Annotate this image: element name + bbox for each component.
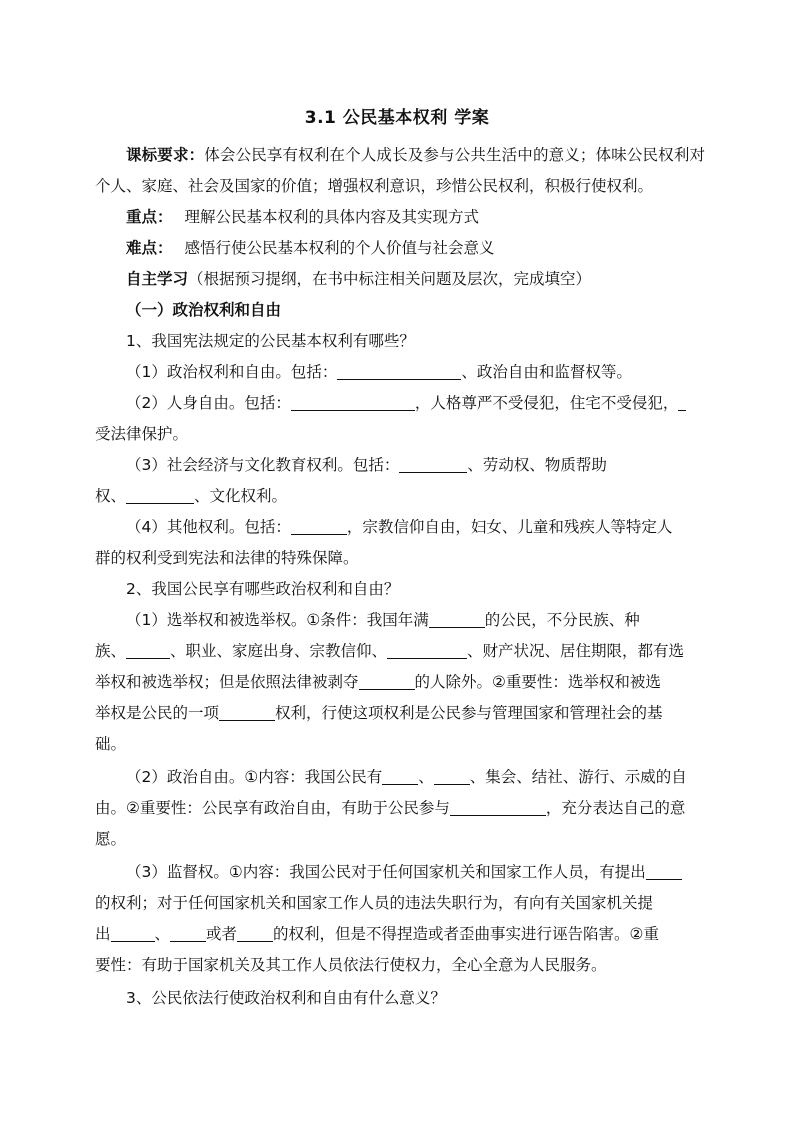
- q2-item-1-line-3: [95, 667, 705, 698]
- self-study-label: 自主学习: [126, 270, 189, 288]
- q2-item-2-text-a: （2）政治自由。①内容：我国公民有: [126, 768, 383, 786]
- q2-item-1-text-g: 的人除外。②重要性：选举权和被选: [414, 673, 661, 691]
- q1-item-1-text-b: 、政治自由和监督权等。: [461, 363, 632, 381]
- q2-item-2: [95, 762, 705, 793]
- difficulty-label: 难点：: [126, 239, 173, 257]
- q2-item-1-text-h: 举权是公民的一项: [95, 704, 220, 722]
- q2-item-3-line-2: 的权利；对于任何国家机关和国家工作人员的违法失职行为，有向有关国家机关提: [95, 894, 654, 912]
- self-study-heading: [95, 264, 705, 295]
- q2-item-1-text-e: 、财产状况、居住期限，都有选: [467, 642, 685, 660]
- question-2: 2、我国公民享有哪些政治权利和自由？: [126, 580, 400, 598]
- q2-item-3-text-a: （3）监督权。①内容：我国公民对于任何国家机关和国家工作人员，有提出: [126, 863, 646, 881]
- q2-item-2-text-b: 、: [418, 768, 434, 786]
- key-point: [95, 202, 705, 233]
- page-title: 3.1 公民基本权利 学案: [304, 108, 490, 128]
- fill-blank[interactable]: [434, 768, 470, 785]
- fill-blank[interactable]: [450, 799, 546, 816]
- q1-item-2-cont: 受法律保护。: [95, 425, 189, 443]
- q2-item-3-text-f: 的权利，但是不得捏造或者歪曲事实进行诬告陷害。②重: [273, 925, 659, 943]
- fill-blank[interactable]: [219, 704, 275, 721]
- question-1: 1、我国宪法规定的公民基本权利有哪些？: [126, 332, 415, 350]
- q2-item-1-text-c: 族、: [95, 642, 127, 660]
- q2-item-1-text-a: （1）选举权和被选举权。①条件：我国年满: [126, 611, 429, 629]
- q2-item-1-text-d: 、职业、家庭出身、宗教信仰、: [170, 642, 388, 660]
- fill-blank[interactable]: [646, 863, 682, 880]
- difficulty-point: [95, 233, 705, 264]
- fill-blank[interactable]: [678, 394, 686, 411]
- q2-item-2-line-3: 愿。: [95, 830, 127, 848]
- fill-blank[interactable]: [382, 768, 418, 785]
- q1-item-4-text-b: ，宗教信仰自由，妇女、儿童和残疾人等特定人: [346, 518, 673, 536]
- requirements-text: 体会公民享有权利在个人成长及参与公共生活中的意义；体味公民权利对个人、家庭、社会及国家的价值；增强权利意识，珍惜公民权利，积极行使权利。: [95, 146, 705, 195]
- fill-blank[interactable]: [126, 642, 170, 659]
- q2-item-3-text-c: 出: [95, 925, 111, 943]
- q1-item-2-text-a: （2）人身自由。包括：: [126, 394, 291, 412]
- q1-item-3-text-d: 、文化权利。: [194, 487, 288, 505]
- q1-item-3-text-a: （3）社会经济与文化教育权利。包括：: [126, 456, 400, 474]
- difficulty-text: 感悟行使公民基本权利的个人价值与社会意义: [184, 239, 495, 257]
- fill-blank[interactable]: [399, 456, 467, 473]
- q2-item-3-text-e: 或者: [206, 925, 238, 943]
- key-point-label: 重点：: [126, 208, 173, 226]
- curriculum-requirements: [95, 140, 705, 202]
- fill-blank[interactable]: [291, 518, 347, 535]
- key-point-text: 理解公民基本权利的具体内容及其实现方式: [184, 208, 480, 226]
- q1-item-3: [95, 450, 705, 481]
- q1-item-3-text-b: 、劳动权、物质帮助: [467, 456, 607, 474]
- fill-blank[interactable]: [429, 611, 485, 628]
- q2-item-1-text-f: 举权和被选举权；但是依照法律被剥夺: [95, 673, 359, 691]
- fill-blank[interactable]: [237, 925, 273, 942]
- q2-item-3-line-4: 要性：有助于国家机关及其工作人员依法行使权力，全心全意为人民服务。: [95, 956, 607, 974]
- q1-item-2: [95, 388, 705, 419]
- q2-item-2-text-d: 由。②重要性：公民享有政治自由，有助于公民参与: [95, 799, 450, 817]
- q2-item-1-text-b: 的公民，不分民族、种: [484, 611, 640, 629]
- fill-blank[interactable]: [359, 673, 415, 690]
- fill-blank[interactable]: [291, 394, 415, 411]
- fill-blank[interactable]: [111, 925, 155, 942]
- fill-blank[interactable]: [126, 487, 194, 504]
- requirements-label: 课标要求：: [126, 146, 205, 164]
- q2-item-1-line-2: [95, 636, 705, 667]
- fill-blank[interactable]: [337, 363, 461, 380]
- q1-item-4-text-a: （4）其他权利。包括：: [126, 518, 291, 536]
- fill-blank[interactable]: [387, 642, 467, 659]
- q1-item-2-text-b: ，人格尊严不受侵犯，住宅不受侵犯，: [414, 394, 679, 412]
- q2-item-2-text-c: 、集会、结社、游行、示威的自: [469, 768, 687, 786]
- q2-item-1: [95, 605, 705, 636]
- self-study-text: （根据预习提纲，在书中标注相关问题及层次，完成填空）: [188, 270, 592, 288]
- q1-item-1: [95, 357, 705, 388]
- q1-item-3-text-c: 权、: [95, 487, 127, 505]
- q2-item-3-line-3: [95, 919, 705, 950]
- q2-item-3: [95, 857, 705, 888]
- q2-item-1-line-4: [95, 698, 705, 729]
- q1-item-4-cont: 群的权利受到宪法和法律的特殊保障。: [95, 549, 359, 567]
- q1-item-4: [95, 512, 705, 543]
- question-3: 3、公民依法行使政治权利和自由有什么意义？: [126, 989, 446, 1007]
- q2-item-3-text-d: 、: [154, 925, 171, 943]
- q2-item-1-text-i: 权利，行使这项权利是公民参与管理国家和管理社会的基: [275, 704, 663, 722]
- section-heading: （一）政治权利和自由: [126, 301, 282, 319]
- q2-item-2-line-2: [95, 793, 705, 824]
- q2-item-2-text-e: ，充分表达自己的意: [545, 799, 686, 817]
- q1-item-3-cont: [95, 481, 705, 512]
- fill-blank[interactable]: [170, 925, 206, 942]
- q1-item-1-text-a: （1）政治权利和自由。包括：: [126, 363, 338, 381]
- q2-item-1-line-5: 础。: [95, 735, 127, 753]
